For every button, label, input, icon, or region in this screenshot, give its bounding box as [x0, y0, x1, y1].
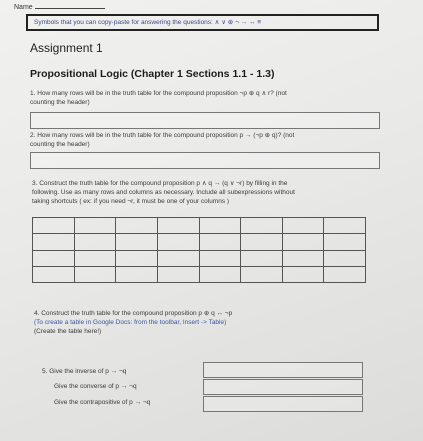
inverse-answer-box[interactable] — [203, 362, 363, 378]
name-underline — [35, 2, 105, 9]
truth-table-cell[interactable] — [74, 266, 116, 282]
truth-table-cell[interactable] — [282, 250, 324, 266]
truth-table-cell[interactable] — [241, 234, 283, 250]
truth-table-cell[interactable] — [199, 250, 241, 266]
question-1-line-2: counting the header) — [30, 99, 90, 106]
page-subtitle: Propositional Logic (Chapter 1 Sections 1.1 - 1.3) — [30, 68, 275, 80]
page-title: Assignment 1 — [30, 41, 103, 55]
truth-table — [32, 217, 366, 283]
truth-table-cell[interactable] — [324, 250, 366, 266]
question-2-answer-box[interactable] — [30, 152, 380, 169]
truth-table-row — [33, 266, 366, 282]
truth-table-cell[interactable] — [33, 250, 75, 266]
question-4-line-3: (Create the table here!) — [34, 328, 102, 335]
symbols-box — [26, 14, 379, 31]
truth-table-cell[interactable] — [199, 218, 241, 234]
truth-table-cell[interactable] — [157, 266, 199, 282]
truth-table-cell[interactable] — [324, 234, 366, 250]
truth-table-cell[interactable] — [199, 266, 241, 282]
converse-answer-box[interactable] — [203, 379, 363, 395]
truth-table-row — [33, 218, 366, 234]
truth-table-cell[interactable] — [282, 266, 324, 282]
symbols-text: Symbols that you can copy-paste for answering the questions: ∧ ∨ ⊕ ¬ → ↔ ≡ — [34, 19, 262, 26]
question-3-line-1: 3. Construct the truth table for the compound proposition p ∧ q → (q ∨ ¬r) by filling in the — [32, 180, 288, 187]
truth-table-cell[interactable] — [33, 266, 75, 282]
truth-table-cell[interactable] — [74, 218, 116, 234]
truth-table-cell[interactable] — [33, 218, 75, 234]
truth-table-cell[interactable] — [116, 250, 158, 266]
truth-table-cell[interactable] — [116, 218, 158, 234]
truth-table-cell[interactable] — [116, 234, 158, 250]
question-4-line-1: 4. Construct the truth table for the compound proposition p ⊕ q ↔ ¬p — [34, 310, 233, 317]
truth-table-cell[interactable] — [157, 250, 199, 266]
contrapositive-answer-box[interactable] — [203, 396, 363, 412]
truth-table-cell[interactable] — [324, 218, 366, 234]
truth-table-row — [33, 250, 366, 266]
question-5-inverse: 5. Give the inverse of p → ¬q — [42, 368, 127, 375]
truth-table-cell[interactable] — [324, 266, 366, 282]
truth-table-cell[interactable] — [241, 218, 283, 234]
question-1-line-1: 1. How many rows will be in the truth table for the compound proposition ¬p ⊕ q ∧ r? (not — [30, 90, 287, 97]
question-5-converse: Give the converse of p → ¬q — [54, 383, 137, 390]
truth-table-cell[interactable] — [241, 250, 283, 266]
truth-table-cell[interactable] — [157, 234, 199, 250]
truth-table-cell[interactable] — [282, 218, 324, 234]
question-4-line-2: (To create a table in Google Docs: from the toolbar, Insert -> Table) — [34, 319, 227, 326]
question-2-line-2: counting the header) — [30, 141, 90, 148]
name-field[interactable] — [14, 2, 105, 11]
name-label: Name — [14, 4, 33, 11]
question-3-line-3: taking shortcuts ( ex: if you need ¬r, it must be one of your columns ) — [32, 198, 230, 205]
truth-table-cell[interactable] — [116, 266, 158, 282]
truth-table-cell[interactable] — [199, 234, 241, 250]
truth-table-cell[interactable] — [282, 234, 324, 250]
truth-table-cell[interactable] — [74, 250, 116, 266]
truth-table-cell[interactable] — [241, 266, 283, 282]
question-2-line-1: 2. How many rows will be in the truth table for the compound proposition p → (¬p ⊕ q)? (not — [30, 132, 295, 139]
question-3-line-2: following. Use as many rows and columns as necessary. Include all subexpressions without — [32, 189, 295, 196]
question-5-contrapositive: Give the contrapositive of p → ¬q — [54, 399, 151, 406]
truth-table-cell[interactable] — [74, 234, 116, 250]
truth-table-row — [33, 234, 366, 250]
truth-table-cell[interactable] — [33, 234, 75, 250]
question-1-answer-box[interactable] — [30, 112, 380, 129]
truth-table-cell[interactable] — [157, 218, 199, 234]
